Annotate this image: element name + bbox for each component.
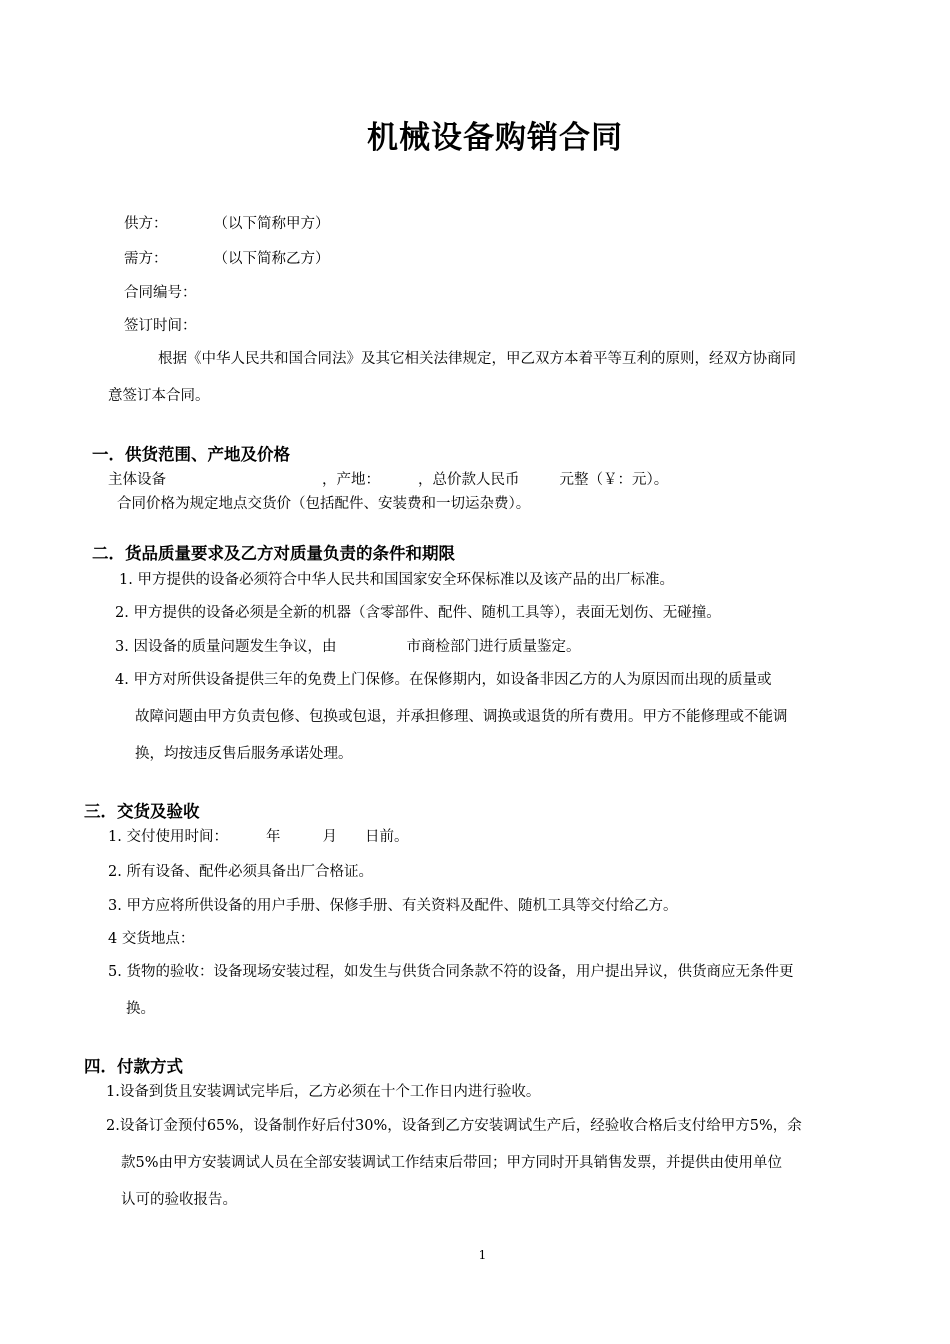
year-label: 年 xyxy=(265,829,281,845)
section-1-heading: 一．供货范围、产地及价格 xyxy=(92,445,290,464)
section-2-item-1: 1. 甲方提供的设备必须符合中华人民共和国国家安全环保标准以及该产品的出厂标准。 xyxy=(119,572,674,588)
section-2-item-3-end: 市商检部门进行质量鉴定。 xyxy=(406,639,581,655)
intro-line-1: 根据《中华人民共和国合同法》及其它相关法律规定，甲乙双方本着平等互利的原则，经双方协商同 xyxy=(158,351,796,367)
document-title: 机械设备购销合同 xyxy=(367,120,623,156)
section-4-item-2-line-1: 2.设备订金预付65%，设备制作好后付30%，设备到乙方安装调试生产后，经验收合格后支付给甲方5%，余 xyxy=(106,1118,802,1134)
buyer-note: （以下简称乙方） xyxy=(213,251,330,267)
contract-no-label: 合同编号： xyxy=(124,285,197,301)
main-equipment-label: 主体设备 xyxy=(108,472,166,488)
section-2-item-3-start: 3. 因设备的质量问题发生争议，由 xyxy=(115,639,337,655)
section-3-heading: 三．交货及验收 xyxy=(84,802,200,821)
section-3-item-4: 4 交货地点： xyxy=(108,931,195,947)
origin-label: ，产地： xyxy=(322,472,380,488)
section-2-heading: 二．货品质量要求及乙方对质量负责的条件和期限 xyxy=(92,544,455,563)
sign-time-label: 签订时间： xyxy=(124,318,197,334)
supplier-label: 供方： xyxy=(124,216,168,232)
section-2-item-4-line-3: 换，均按违反售后服务承诺处理。 xyxy=(135,746,353,762)
section-1-line-2: 合同价格为规定地点交货价（包括配件、安装费和一切运杂费）。 xyxy=(117,496,531,512)
delivery-time-label: 1. 交付使用时间： xyxy=(108,829,228,845)
section-3-item-5-line-1: 5. 货物的验收：设备现场安装过程，如发生与供货合同条款不符的设备，用户提出异议，供货商应无条件更 xyxy=(108,964,794,980)
section-1-line-1 xyxy=(108,470,668,490)
section-4-item-2-line-3: 认可的验收报告。 xyxy=(121,1192,237,1208)
total-price-label: ，总价款人民币 xyxy=(418,472,520,488)
intro-line-2: 意签订本合同。 xyxy=(108,388,210,404)
section-4-heading: 四．付款方式 xyxy=(84,1057,183,1076)
section-3-item-2: 2. 所有设备、配件必须具备出厂合格证。 xyxy=(108,864,373,880)
section-2-item-3 xyxy=(115,637,580,657)
section-3-item-5-line-2: 换。 xyxy=(126,1001,155,1017)
section-2-item-4-line-1: 4. 甲方对所供设备提供三年的免费上门保修。在保修期内，如设备非因乙方的人为原因而出现的质量或 xyxy=(115,672,772,688)
supplier-line xyxy=(124,214,330,234)
section-4-item-1: 1.设备到货且安装调试完毕后，乙方必须在十个工作日内进行验收。 xyxy=(106,1084,541,1100)
section-2-item-4-line-2: 故障问题由甲方负责包修、包换或包退，并承担修理、调换或退货的所有费用。甲方不能修理或不能调 xyxy=(135,709,788,725)
buyer-line xyxy=(124,249,330,269)
section-3-item-3: 3. 甲方应将所供设备的用户手册、保修手册、有关资料及配件、随机工具等交付给乙方。 xyxy=(108,898,678,914)
supplier-note: （以下简称甲方） xyxy=(213,216,330,232)
amount-label: 元整（￥：元）。 xyxy=(559,472,669,488)
page-number: 1 xyxy=(478,1248,487,1262)
section-4-item-2-line-2: 款5%由甲方安装调试人员在全部安装调试工作结束后带回；甲方同时开具销售发票，并提供由使用单位 xyxy=(121,1155,782,1171)
section-3-item-1 xyxy=(108,827,408,847)
day-label: 日前。 xyxy=(364,829,409,845)
section-2-item-2: 2. 甲方提供的设备必须是全新的机器（含零部件、配件、随机工具等），表面无划伤、无碰撞。 xyxy=(115,605,721,621)
month-label: 月 xyxy=(322,829,337,845)
buyer-label: 需方： xyxy=(124,251,168,267)
